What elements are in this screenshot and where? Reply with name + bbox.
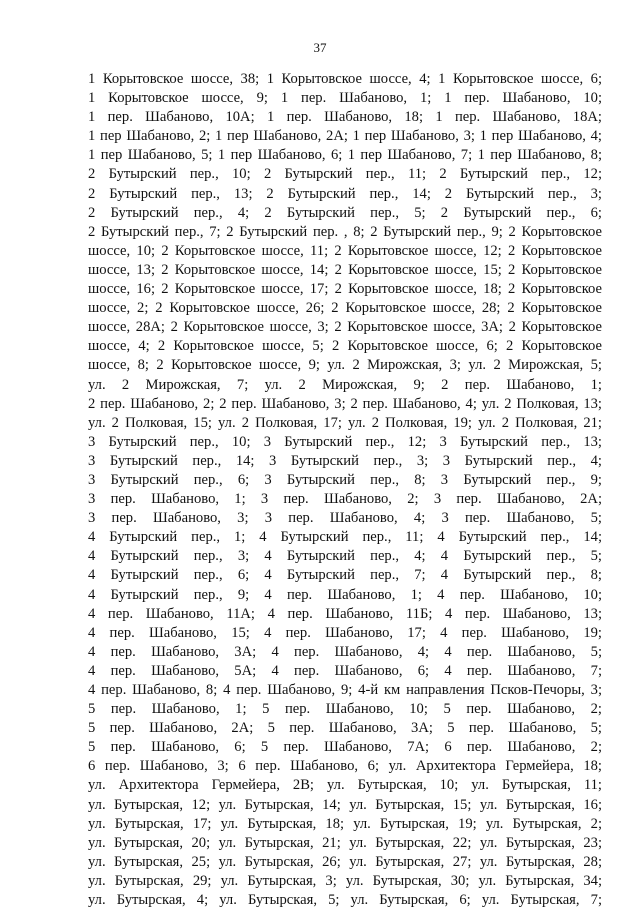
text-line: 4 пер. Шабаново, 3А; 4 пер. Шабаново, 4; 4 пер. Шабаново, 5; — [88, 643, 602, 660]
text-line: 5 пер. Шабаново, 6; 5 пер. Шабаново, 7А; 6 пер. Шабаново, 2; — [88, 739, 602, 756]
text-line: шоссе, 28А; 2 Корытовское шоссе, 3; 2 Корытовское шоссе, 3А; 2 Корытовское — [88, 319, 602, 336]
text-line: шоссе, 8; 2 Корытовское шоссе, 9; ул. 2 Мирожская, 3; ул. 2 Мирожская, 5; — [88, 357, 602, 374]
text-line: ул. 2 Полковая, 15; ул. 2 Полковая, 17; ул. 2 Полковая, 19; ул. 2 Полковая, 21; — [88, 414, 602, 431]
text-line: 3 Бутырский пер., 10; 3 Бутырский пер., 12; 3 Бутырский пер., 13; — [88, 433, 602, 450]
text-line: 3 Бутырский пер., 14; 3 Бутырский пер., 3; 3 Бутырский пер., 4; — [88, 452, 602, 469]
text-line: 2 Бутырский пер., 10; 2 Бутырский пер., 11; 2 Бутырский пер., 12; — [88, 166, 602, 183]
text-line: ул. Бутырская, 20; ул. Бутырская, 21; ул. Бутырская, 22; ул. Бутырская, 23; — [88, 834, 602, 851]
text-line: 2 Бутырский пер., 4; 2 Бутырский пер., 5; 2 Бутырский пер., 6; — [88, 204, 602, 221]
text-line: шоссе, 13; 2 Корытовское шоссе, 14; 2 Корытовское шоссе, 15; 2 Корытовское — [88, 261, 602, 278]
text-line: 5 пер. Шабаново, 2А; 5 пер. Шабаново, 3А; 5 пер. Шабаново, 5; — [88, 720, 602, 737]
text-line: ул. Бутырская, 12; ул. Бутырская, 14; ул. Бутырская, 15; ул. Бутырская, 16; — [88, 796, 602, 813]
text-line: 3 Бутырский пер., 6; 3 Бутырский пер., 8; 3 Бутырский пер., 9; — [88, 471, 602, 488]
text-line: 4 пер. Шабаново, 11А; 4 пер. Шабаново, 11Б; 4 пер. Шабаново, 13; — [88, 605, 602, 622]
text-line: 4 пер. Шабаново, 5А; 4 пер. Шабаново, 6; 4 пер. Шабаново, 7; — [88, 662, 602, 679]
page-number: 37 — [313, 40, 327, 55]
text-line: 4 пер. Шабаново, 8; 4 пер. Шабаново, 9; 4-й км направления Псков-Печоры, 3; — [88, 682, 602, 698]
text-line: шоссе, 10; 2 Корытовское шоссе, 11; 2 Корытовское шоссе, 12; 2 Корытовское — [88, 242, 602, 259]
text-line: 4 пер. Шабаново, 15; 4 пер. Шабаново, 17; 4 пер. Шабаново, 19; — [88, 624, 602, 641]
text-line: 6 пер. Шабаново, 3; 6 пер. Шабаново, 6; ул. Архитектора Гермейера, 18; — [88, 758, 602, 775]
text-line: шоссе, 16; 2 Корытовское шоссе, 17; 2 Корытовское шоссе, 18; 2 Корытовское — [88, 281, 602, 298]
text-line: ул. Архитектора Гермейера, 2В; ул. Бутырская, 10; ул. Бутырская, 11; — [88, 777, 602, 794]
text-line: 4 Бутырский пер., 3; 4 Бутырский пер., 4; 4 Бутырский пер., 5; — [88, 548, 602, 565]
text-line: 2 пер. Шабаново, 2; 2 пер. Шабаново, 3; 2 пер. Шабаново, 4; ул. 2 Полковая, 13; — [88, 395, 602, 412]
text-line: ул. 2 Мирожская, 7; ул. 2 Мирожская, 9; 2 пер. Шабаново, 1; — [88, 376, 602, 393]
text-line: 5 пер. Шабаново, 1; 5 пер. Шабаново, 10; 5 пер. Шабаново, 2; — [88, 701, 602, 718]
text-line: 1 пер Шабаново, 5; 1 пер Шабаново, 6; 1 пер Шабаново, 7; 1 пер Шабаново, 8; — [88, 147, 602, 164]
text-line: ул. Бутырская, 29; ул. Бутырская, 3; ул. Бутырская, 30; ул. Бутырская, 34; — [88, 872, 602, 889]
address-list-body — [88, 70, 602, 910]
text-line: ул. Бутырская, 17; ул. Бутырская, 18; ул. Бутырская, 19; ул. Бутырская, 2; — [88, 815, 602, 832]
text-line: 3 пер. Шабаново, 3; 3 пер. Шабаново, 4; 3 пер. Шабаново, 5; — [88, 510, 602, 527]
text-line: 1 пер. Шабаново, 10А; 1 пер. Шабаново, 18; 1 пер. Шабаново, 18А; — [88, 109, 602, 126]
text-line: 1 Корытовское шоссе, 38; 1 Корытовское шоссе, 4; 1 Корытовское шоссе, 6; — [88, 71, 602, 87]
text-line: шоссе, 4; 2 Корытовское шоссе, 5; 2 Корытовское шоссе, 6; 2 Корытовское — [88, 338, 602, 355]
text-line: 4 Бутырский пер., 6; 4 Бутырский пер., 7; 4 Бутырский пер., 8; — [88, 567, 602, 584]
text-line: 2 Бутырский пер., 7; 2 Бутырский пер. , 8; 2 Бутырский пер., 9; 2 Корытовское — [88, 223, 602, 240]
text-line: 4 Бутырский пер., 1; 4 Бутырский пер., 11; 4 Бутырский пер., 14; — [88, 529, 602, 546]
text-line: 2 Бутырский пер., 13; 2 Бутырский пер., 14; 2 Бутырский пер., 3; — [88, 185, 602, 202]
text-line: 4 Бутырский пер., 9; 4 пер. Шабаново, 1; 4 пер. Шабаново, 10; — [88, 586, 602, 603]
text-line: 3 пер. Шабаново, 1; 3 пер. Шабаново, 2; 3 пер. Шабаново, 2А; — [88, 491, 602, 508]
text-line: ул. Бутырская, 4; ул. Бутырская, 5; ул. Бутырская, 6; ул. Бутырская, 7; — [88, 892, 602, 909]
text-line: ул. Бутырская, 25; ул. Бутырская, 26; ул. Бутырская, 27; ул. Бутырская, 28; — [88, 853, 602, 870]
text-line: 1 пер Шабаново, 2; 1 пер Шабаново, 2А; 1 пер Шабаново, 3; 1 пер Шабаново, 4; — [88, 128, 602, 145]
text-line: шоссе, 2; 2 Корытовское шоссе, 26; 2 Корытовское шоссе, 28; 2 Корытовское — [88, 300, 602, 317]
text-line: 1 Корытовское шоссе, 9; 1 пер. Шабаново, 1; 1 пер. Шабаново, 10; — [88, 90, 602, 107]
